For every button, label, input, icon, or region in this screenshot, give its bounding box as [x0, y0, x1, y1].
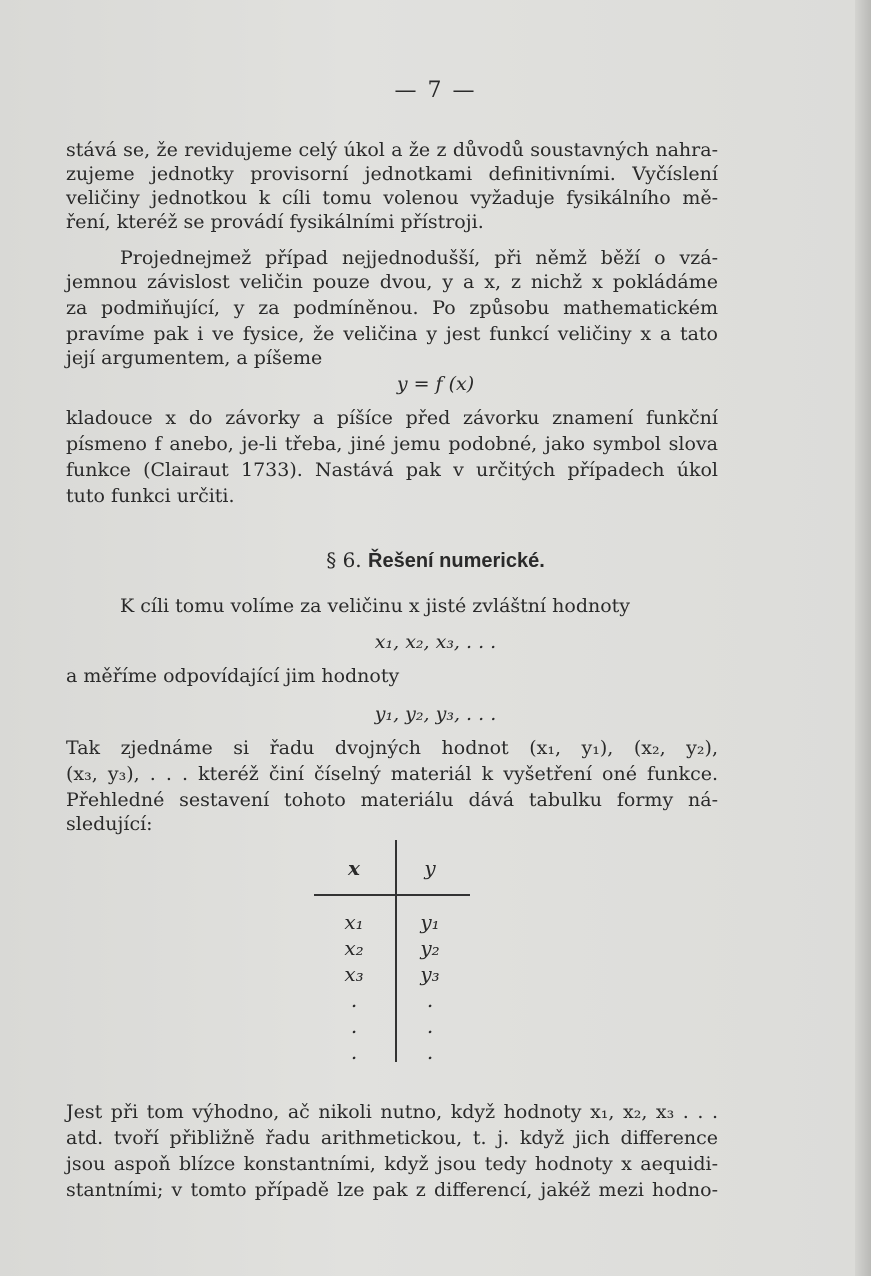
page-number: — 7 — [394, 78, 477, 103]
text-line: veličiny jednotkou k cíli tomu volenou vyžaduje fysikálního mě- [66, 187, 718, 209]
text-line: kladouce x do závorky a píšíce před závorku znamení funkční [66, 407, 718, 429]
text-line: její argumentem, a píšeme [66, 347, 323, 369]
table-cell: . [350, 1040, 358, 1064]
text-line: za podmiňující, y za podmíněnou. Po způsobu mathematickém [66, 297, 718, 319]
text-line: funkce (Clairaut 1733). Nastává pak v určitých případech úkol [66, 459, 718, 481]
table-divider-horizontal [314, 894, 470, 896]
text-line: jemnou závislost veličin pouze dvou, y a x, z nichž x pokládáme [66, 271, 718, 293]
text-line: ření, kteréž se provádí fysikálními přístroji. [66, 211, 484, 233]
table-cell: x₃ [344, 962, 364, 986]
text-line: Tak zjednáme si řadu dvojných hodnot (x₁, y₁), (x₂, y₂), [66, 737, 718, 759]
table-cell: . [426, 988, 434, 1012]
table-cell: y₁ [420, 910, 440, 934]
text-line: zujeme jednotky provisorní jednotkami definitivními. Vyčíslení [66, 163, 718, 185]
text-line: (x₃, y₃), . . . kteréž činí číselný materiál k vyšetření oné funkce. [66, 763, 718, 785]
text-line: jsou aspoň blízce konstantními, když jsou tedy hodnoty x aequidi- [66, 1153, 718, 1175]
text-line: tuto funkci určiti. [66, 485, 235, 507]
section-heading [0, 548, 871, 573]
table-cell: . [350, 988, 358, 1012]
section-number: § 6. [326, 548, 362, 572]
text-line: sledující: [66, 813, 153, 835]
x-sequence: x₁, x₂, x₃, . . . [374, 631, 497, 653]
text-line: a měříme odpovídající jim hodnoty [66, 665, 400, 687]
table-header-x: x [348, 856, 360, 880]
table-cell: x₂ [344, 936, 364, 960]
value-table [314, 840, 470, 1070]
text-line: Přehledné sestavení tohoto materiálu dává tabulku formy ná- [66, 789, 718, 811]
table-cell: . [426, 1014, 434, 1038]
formula: y = f (x) [396, 373, 475, 395]
table-divider-vertical [395, 840, 397, 1062]
table-cell: . [350, 1014, 358, 1038]
table-cell: x₁ [344, 910, 364, 934]
text-line: písmeno f anebo, je-li třeba, jiné jemu podobné, jako symbol slova [66, 433, 718, 455]
text-line: atd. tvoří přibližně řadu arithmetickou, t. j. když jich difference [66, 1127, 718, 1149]
table-cell: y₂ [420, 936, 440, 960]
text-line: Projednejmež případ nejjednodušší, při němž běží o vzá- [120, 247, 718, 269]
text-line: Jest při tom výhodno, ač nikoli nutno, když hodnoty x₁, x₂, x₃ . . . [66, 1101, 718, 1123]
y-sequence: y₁, y₂, y₃, . . . [374, 703, 497, 725]
text-line: K cíli tomu volíme za veličinu x jisté zvláštní hodnoty [120, 595, 631, 617]
text-line: stantními; v tomto případě lze pak z differencí, jakéž mezi hodno- [66, 1179, 718, 1201]
table-cell: . [426, 1040, 434, 1064]
section-title: Řešení numerické. [368, 550, 545, 572]
text-line: pravíme pak i ve fysice, že veličina y jest funkcí veličiny x a tato [66, 323, 718, 345]
text-line: stává se, že revidujeme celý úkol a že z důvodů soustavných nahra- [66, 139, 718, 161]
table-header-y: y [424, 856, 436, 880]
table-cell: y₃ [420, 962, 440, 986]
